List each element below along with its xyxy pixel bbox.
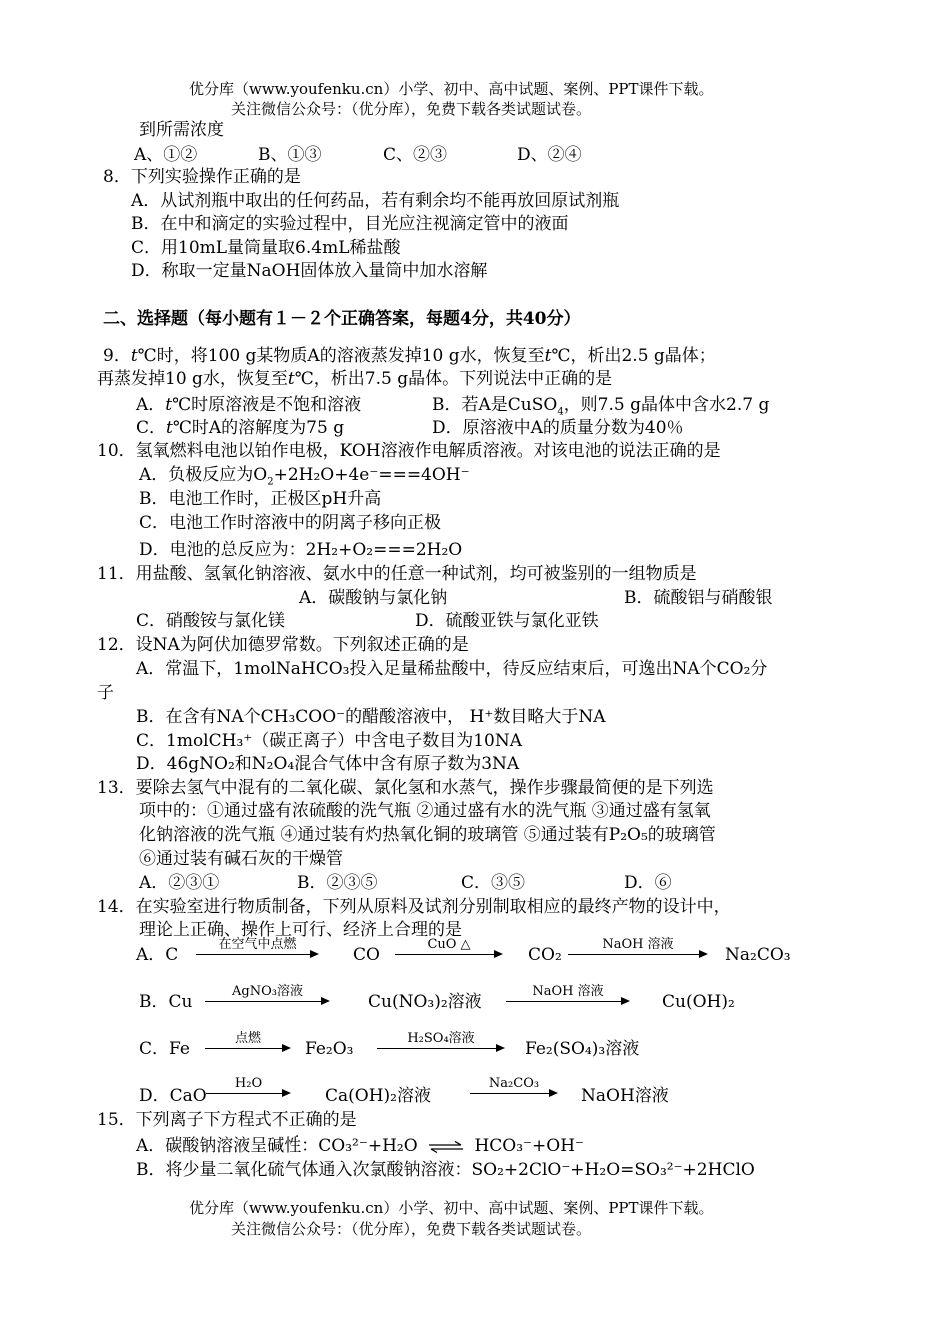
q14-c-arrow-1: 点燃 <box>205 1032 291 1054</box>
q14-stem: 14．在实验室进行物质制备，下列从原料及试剂分别制取相应的最终产物的设计中， <box>97 897 731 917</box>
q11-stem: 11．用盐酸、氢氧化钠溶液、氨水中的任意一种试剂，均可被鉴别的一组物质是 <box>97 564 697 584</box>
q14-a-step-1: CO <box>353 945 380 965</box>
q14-a-step-2: CO₂ <box>528 945 562 965</box>
q10-option-b: B．电池工作时，正极区pH升高 <box>139 489 382 509</box>
q8-stem: 8．下列实验操作正确的是 <box>103 167 301 187</box>
q7-option-b: B、①③ <box>258 145 322 165</box>
q14-d-arrow-2: Na₂CO₃ <box>470 1077 558 1099</box>
q12-option-a-cont: 子 <box>97 683 114 703</box>
q9-option-c: C．t℃时A的溶解度为75 g <box>136 418 345 438</box>
q13-line-4: ⑥通过装有碱石灰的干燥管 <box>139 849 343 869</box>
q10-stem: 10．氢氧燃料电池以铂作电极，KOH溶液作电解质溶液。对该电池的说法正确的是 <box>97 441 721 461</box>
q12-option-c: C．1molCH₃⁺（碳正离子）中含电子数目为10NA <box>136 731 523 751</box>
q10-option-d: D．电池的总反应为：2H₂+O₂===2H₂O <box>139 540 463 560</box>
q15-stem: 15．下列离子下方程式不正确的是 <box>97 1110 357 1130</box>
q9-line-2: 再蒸发掉10 g水，恢复至t℃，析出7.5 g晶体。下列说法中正确的是 <box>97 369 613 389</box>
q14-d-start: D．CaO <box>139 1086 207 1106</box>
q14-c-step-1: Fe₂O₃ <box>305 1039 354 1059</box>
q11-option-a: A．碳酸钠与氯化钠 <box>299 588 448 608</box>
footer-line-1: 优分库（www.youfenku.cn）小学、初中、高中试题、案例、PPT课件下载。 <box>189 1199 714 1217</box>
q14-b-start: B．Cu <box>139 992 193 1012</box>
q10-option-c: C．电池工作时溶液中的阴离子移向正极 <box>139 513 442 533</box>
q14-b-arrow-2: NaOH 溶液 <box>506 985 630 1007</box>
q12-option-b: B．在含有NA个CH₃COO⁻的醋酸溶液中， H⁺数目略大于NA <box>136 707 606 727</box>
q14-c-start: C．Fe <box>139 1039 190 1059</box>
q7-option-d: D、②④ <box>517 145 582 165</box>
q15-option-b: B．将少量二氧化硫气体通入次氯酸钠溶液：SO₂+2ClO⁻+H₂O=SO₃²⁻+2HClO <box>136 1160 755 1180</box>
header-line-2: 关注微信公众号：（优分库），免费下载各类试题试卷。 <box>231 100 592 118</box>
q14-a-start: A．C <box>136 945 179 965</box>
q13-option-d: D．⑥ <box>624 873 672 893</box>
q8-option-a: A．从试剂瓶中取出的任何药品，若有剩余均不能再放回原试剂瓶 <box>131 191 620 211</box>
q8-option-c: C．用10mL量筒量取6.4mL稀盐酸 <box>131 238 401 258</box>
q7-option-c: C、②③ <box>383 145 448 165</box>
q12-stem: 12．设NA为阿伏加德罗常数。下列叙述正确的是 <box>97 635 469 655</box>
q14-a-arrow-1: 在空气中点燃 <box>196 938 319 960</box>
q13-option-b: B．②③⑤ <box>297 873 378 893</box>
q14-line-2: 理论上正确、操作上可行、经济上合理的是 <box>139 920 462 940</box>
q8-option-b: B．在中和滴定的实验过程中，目光应注视滴定管中的液面 <box>131 214 569 234</box>
section-2-heading: 二、选择题（每小题有１－２个正确答案，每题4分，共40分） <box>103 309 581 329</box>
q8-option-d: D．称取一定量NaOH固体放入量筒中加水溶解 <box>131 261 488 281</box>
q14-c-arrow-2: H₂SO₄溶液 <box>377 1032 505 1054</box>
q10-option-a: A．负极反应为$O_2+2H_2O+4e^-===4OH^-$ <box>139 465 470 488</box>
q9-line-1: 9．t℃时，将100 g某物质A的溶液蒸发掉10 g水，恢复至t℃，析出2.5 g晶体； <box>103 346 716 366</box>
q14-a-step-3: Na₂CO₃ <box>725 945 791 965</box>
q9-option-b: B．若A是CuSO$_4$，则7.5 g晶体中含水2.7 g <box>432 395 770 418</box>
q14-a-arrow-3: NaOH 溶液 <box>568 938 708 960</box>
q7-continuation: 到所需浓度 <box>139 120 224 140</box>
q9-option-a: A．t℃时原溶液是不饱和溶液 <box>136 395 362 415</box>
q12-option-a: A．常温下，1molNaHCO₃投入足量稀盐酸中，待反应结束后，可逸出NA个CO₂分 <box>136 659 768 679</box>
q14-d-step-2: NaOH溶液 <box>581 1086 669 1106</box>
q11-option-c: C．硝酸铵与氯化镁 <box>136 611 286 631</box>
q13-stem: 13．要除去氢气中混有的二氧化碳、氯化氢和水蒸气，操作步骤最简便的是下列选 <box>97 778 714 798</box>
q12-option-d: D．46gNO₂和N₂O₄混合气体中含有原子数为3NA <box>136 754 520 774</box>
q14-b-step-1: Cu(NO₃)₂溶液 <box>368 992 482 1012</box>
q14-d-arrow-1: H₂O <box>206 1077 291 1099</box>
q13-option-c: C．③⑤ <box>461 873 526 893</box>
q11-option-b: B．硫酸铝与硝酸银 <box>624 588 773 608</box>
header-line-1: 优分库（www.youfenku.cn）小学、初中、高中试题、案例、PPT课件下载。 <box>189 80 714 98</box>
q14-b-arrow-1: AgNO₃溶液 <box>205 985 330 1007</box>
q15-emphasis: 不正确 <box>271 1110 323 1130</box>
equilibrium-arrow-icon <box>427 1141 465 1153</box>
q13-line-2: 项中的：①通过盛有浓硫酸的洗气瓶 ②通过盛有水的洗气瓶 ③通过盛有氢氧 <box>139 801 711 821</box>
q13-line-3: 化钠溶液的洗气瓶 ④通过装有灼热氧化铜的玻璃管 ⑤通过装有P₂O₅的玻璃管 <box>139 825 716 845</box>
q9-option-d: D．原溶液中A的质量分数为40％ <box>432 418 684 438</box>
q14-c-step-2: Fe₂(SO₄)₃溶液 <box>525 1039 640 1059</box>
q7-option-a: A、①② <box>134 145 198 165</box>
q14-a-arrow-2: CuO △ <box>395 938 503 960</box>
footer-line-2: 关注微信公众号：（优分库），免费下载各类试题试卷。 <box>231 1220 592 1238</box>
q14-d-step-1: Ca(OH)₂溶液 <box>325 1086 431 1106</box>
q11-option-d: D．硫酸亚铁与氯化亚铁 <box>415 611 599 631</box>
q13-option-a: A．②③① <box>139 873 220 893</box>
q14-b-step-2: Cu(OH)₂ <box>662 992 735 1012</box>
q15-option-a: A．碳酸钠溶液呈碱性：CO₃²⁻+H₂O HCO₃⁻+OH⁻ <box>136 1136 585 1156</box>
